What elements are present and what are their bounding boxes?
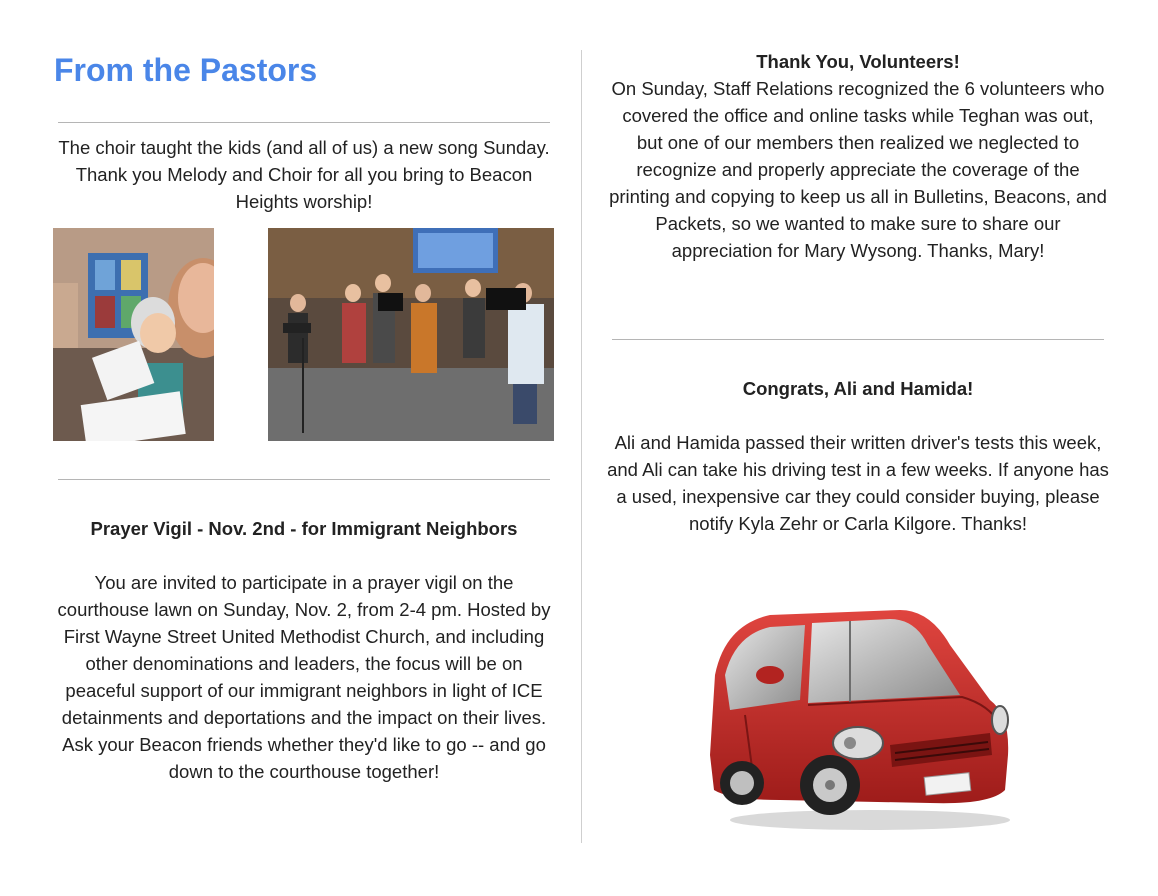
column-divider xyxy=(581,50,582,843)
red-car-image xyxy=(700,605,1015,835)
page-title: From the Pastors xyxy=(54,52,318,88)
vigil-paragraph: You are invited to participate in a prayer vigil on the courthouse lawn on Sunday, Nov. 2, from 2-4 pm. Hosted by First Wayne Street United Methodist Church, and including other denominations and leaders, the focus will be on peaceful support of our immigrant neighbors in light of ICE detainments and deportations and the impact on their lives. Ask your Beacon friends whether they'd like to go -- and go down to the courthouse together! xyxy=(57,572,551,782)
kids-singing-photo xyxy=(53,228,214,441)
choir-paragraph: The choir taught the kids (and all of us) a new song Sunday. Thank you Melody and Choir for all you bring to Beacon Heights worship! xyxy=(58,137,550,212)
congrats-heading: Congrats, Ali and Hamida! xyxy=(742,378,974,399)
vigil-heading: Prayer Vigil - Nov. 2nd - for Immigrant Neighbors xyxy=(90,518,518,539)
section-divider xyxy=(58,479,550,480)
volunteers-paragraph: On Sunday, Staff Relations recognized the 6 volunteers who covered the office and online tasks while Teghan was out, but one of our members then realized we neglected to recognize and properly appreciate the coverage of the printing and copying to keep us all in Bulletins, Beacons, and Packets, so we wanted to make sure to share our appreciation for Mary Wysong. Thanks, Mary! xyxy=(609,78,1107,261)
choir-photo xyxy=(268,228,554,441)
section-divider xyxy=(58,122,550,123)
section-divider xyxy=(612,339,1104,340)
volunteers-heading: Thank You, Volunteers! xyxy=(756,51,960,72)
congrats-paragraph: Ali and Hamida passed their written driver's tests this week, and Ali can take his driving test in a few weeks. If anyone has a used, inexpensive car they could consider buying, please notify Kyla Zehr or Carla Kilgore. Thanks! xyxy=(607,432,1109,534)
